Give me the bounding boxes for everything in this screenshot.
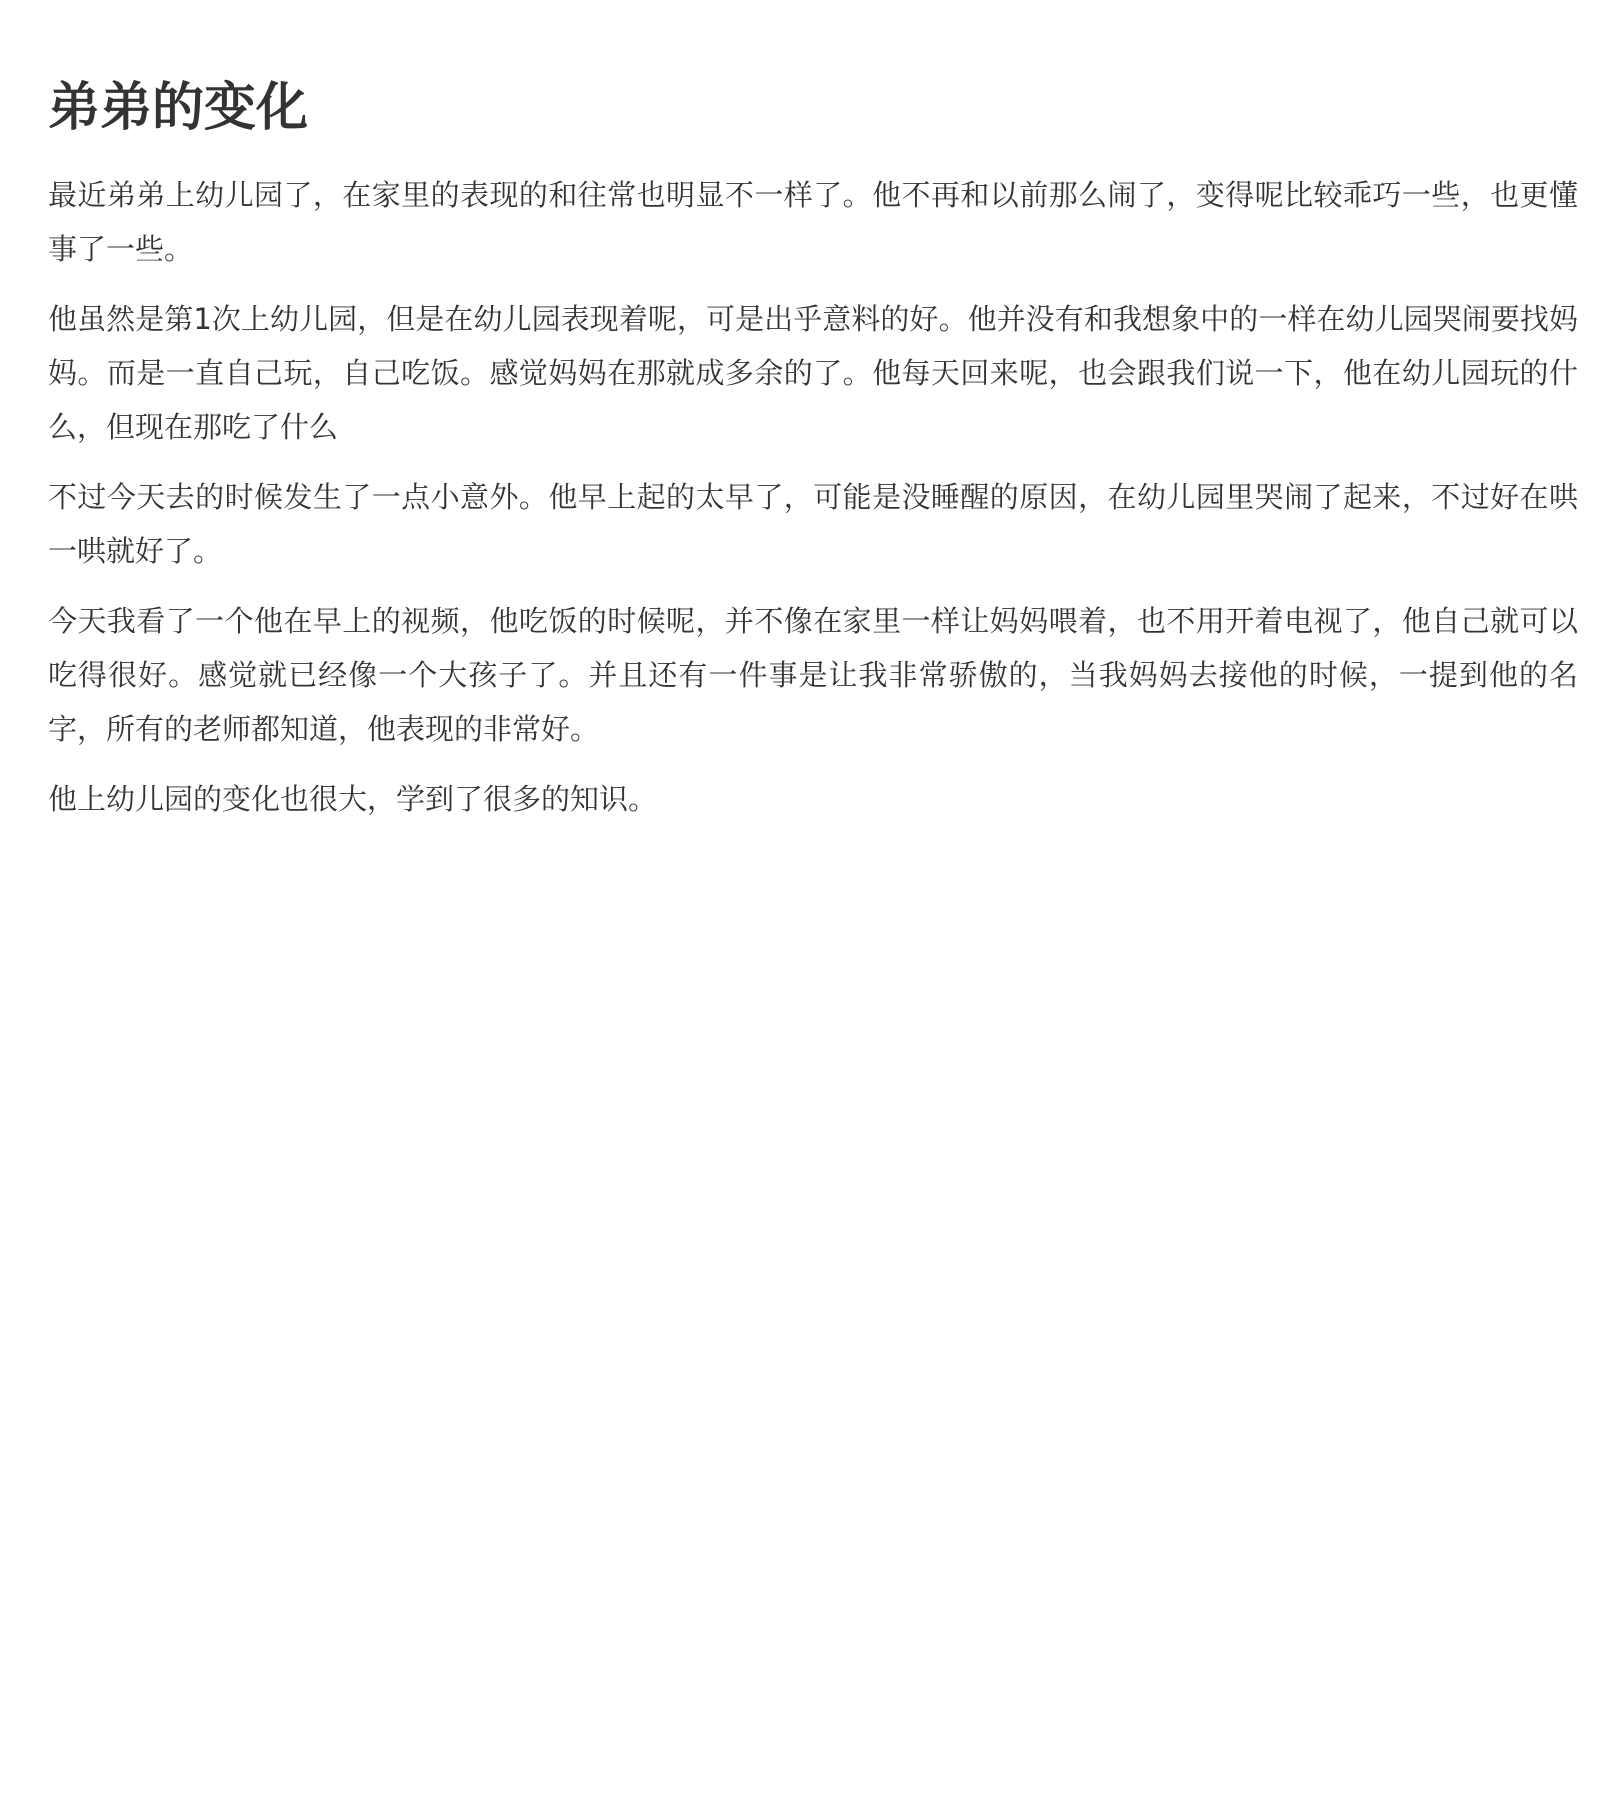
article-title: 弟弟的变化 (48, 78, 309, 138)
paragraph: 今天我看了一个他在早上的视频，他吃饭的时候呢，并不像在家里一样让妈妈喂着，也不用开着电视了，他自己就可以吃得很好。感觉就已经像一个大孩子了。并且还有一件事是让我非常骄傲的，当我妈妈去接他的时候，一提到他的名字，所有的老师都知道，他表现的非常好。 (48, 604, 1578, 746)
paragraph: 他虽然是第1次上幼儿园，但是在幼儿园表现着呢，可是出乎意料的好。他并没有和我想象中的一样在幼儿园哭闹要找妈妈。而是一直自己玩，自己吃饭。感觉妈妈在那就成多余的了。他每天回来呢，也会跟我们说一下，他在幼儿园玩的什么，但现在那吃了什么 (48, 302, 1578, 444)
paragraph: 最近弟弟上幼儿园了，在家里的表现的和往常也明显不一样了。他不再和以前那么闹了，变得呢比较乖巧一些，也更懂事了一些。 (48, 178, 1578, 266)
article-body (48, 168, 1578, 826)
paragraph: 他上幼儿园的变化也很大，学到了很多的知识。 (48, 782, 658, 816)
article (48, 72, 1578, 842)
paragraph: 不过今天去的时候发生了一点小意外。他早上起的太早了，可能是没睡醒的原因，在幼儿园里哭闹了起来，不过好在哄一哄就好了。 (48, 480, 1578, 568)
